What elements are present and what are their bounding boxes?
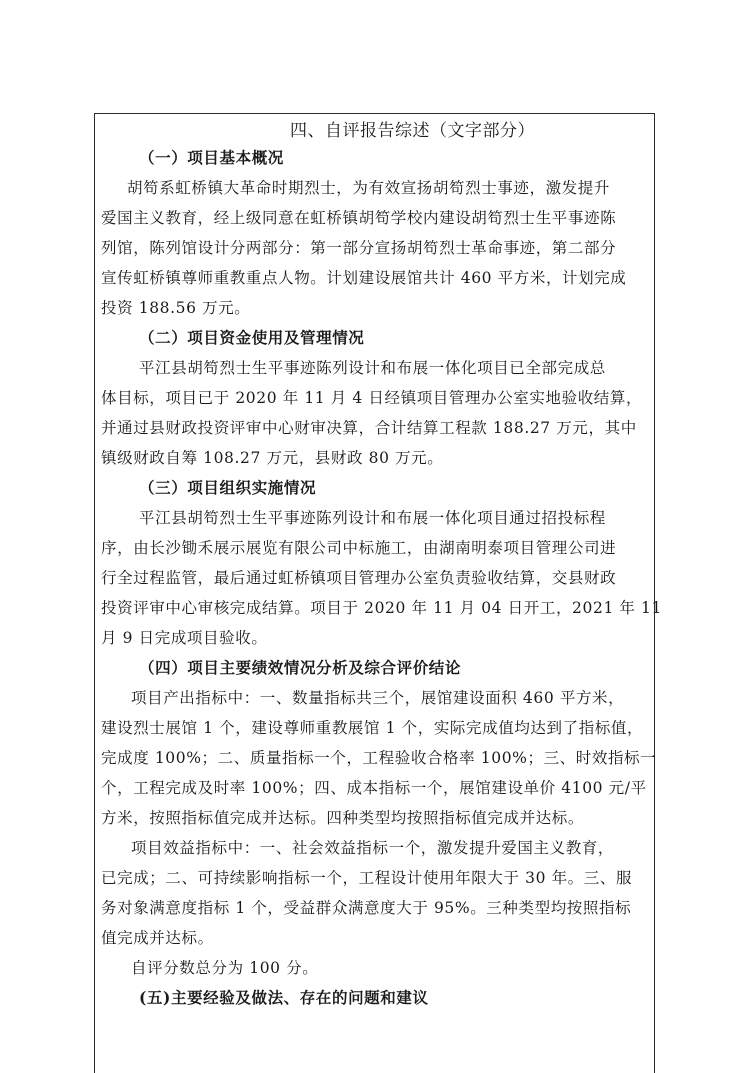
section-title: 四、自评报告综述（文字部分）: [290, 121, 535, 141]
paragraph-line: 胡笱系虹桥镇大革命时期烈士，为有效宣扬胡笱烈士事迹，激发提升: [127, 179, 611, 197]
paragraph-line: 宣传虹桥镇尊师重教重点人物。计划建设展馆共计 460 平方米，计划完成: [101, 269, 627, 287]
paragraph-line: 投资 188.56 万元。: [101, 299, 251, 317]
section-heading: （一）项目基本概况: [139, 148, 284, 167]
section-heading: (五)主要经验及做法、存在的问题和建议: [139, 988, 429, 1007]
paragraph-line: 自评分数总分为 100 分。: [131, 959, 319, 977]
paragraph-line: 体目标，项目已于 2020 年 11 月 4 日经镇项目管理办公室实地验收结算，: [101, 389, 643, 407]
paragraph-line: 月 9 日完成项目验收。: [101, 629, 268, 647]
paragraph-line: 个，工程完成及时率 100%；四、成本指标一个，展馆建设单价 4100 元/平: [101, 779, 647, 797]
paragraph-line: 项目效益指标中：一、社会效益指标一个，激发提升爱国主义教育，: [131, 839, 615, 857]
paragraph-line: 序，由长沙锄禾展示展览有限公司中标施工，由湖南明泰项目管理公司进: [101, 539, 617, 557]
paragraph-line: 并通过县财政投资评审中心财审决算，合计结算工程款 188.27 万元，其中: [101, 419, 637, 437]
paragraph-line: 镇级财政自筹 108.27 万元，县财政 80 万元。: [101, 449, 444, 467]
section-heading: （二）项目资金使用及管理情况: [139, 328, 365, 347]
paragraph-line: 平江县胡笱烈士生平事迹陈列设计和布展一体化项目通过招投标程: [139, 509, 606, 527]
paragraph-line: 平江县胡笱烈士生平事迹陈列设计和布展一体化项目已全部完成总: [139, 359, 606, 377]
paragraph-line: 建设烈士展馆 1 个，建设尊师重教展馆 1 个，实际完成值均达到了指标值，: [101, 719, 644, 737]
paragraph-line: 已完成；二、可持续影响指标一个，工程设计使用年限大于 30 年。三、服: [101, 869, 633, 887]
paragraph-line: 行全过程监管，最后通过虹桥镇项目管理办公室负责验收结算，交县财政: [101, 569, 617, 587]
paragraph-line: 项目产出指标中：一、数量指标共三个，展馆建设面积 460 平方米，: [131, 689, 625, 707]
paragraph-line: 投资评审中心审核完成结算。项目于 2020 年 11 月 04 日开工，2021 年 11: [101, 599, 662, 617]
paragraph-line: 务对象满意度指标 1 个，受益群众满意度大于 95%。三种类型均按照指标: [101, 899, 632, 917]
paragraph-line: 爱国主义教育，经上级同意在虹桥镇胡笱学校内建设胡笱烈士生平事迹陈: [101, 209, 617, 227]
section-heading: （四）项目主要绩效情况分析及综合评价结论: [139, 658, 462, 677]
section-title-wrapper: [0, 119, 750, 143]
paragraph-line: 值完成并达标。: [101, 929, 214, 947]
paragraph-line: 方米，按照指标值完成并达标。四种类型均按照指标值完成并达标。: [101, 809, 585, 827]
paragraph-line: 列馆，陈列馆设计分两部分：第一部分宣扬胡笱烈士革命事迹，第二部分: [101, 239, 617, 257]
section-heading: （三）项目组织实施情况: [139, 478, 317, 497]
paragraph-line: 完成度 100%；二、质量指标一个，工程验收合格率 100%；三、时效指标一: [101, 749, 657, 767]
